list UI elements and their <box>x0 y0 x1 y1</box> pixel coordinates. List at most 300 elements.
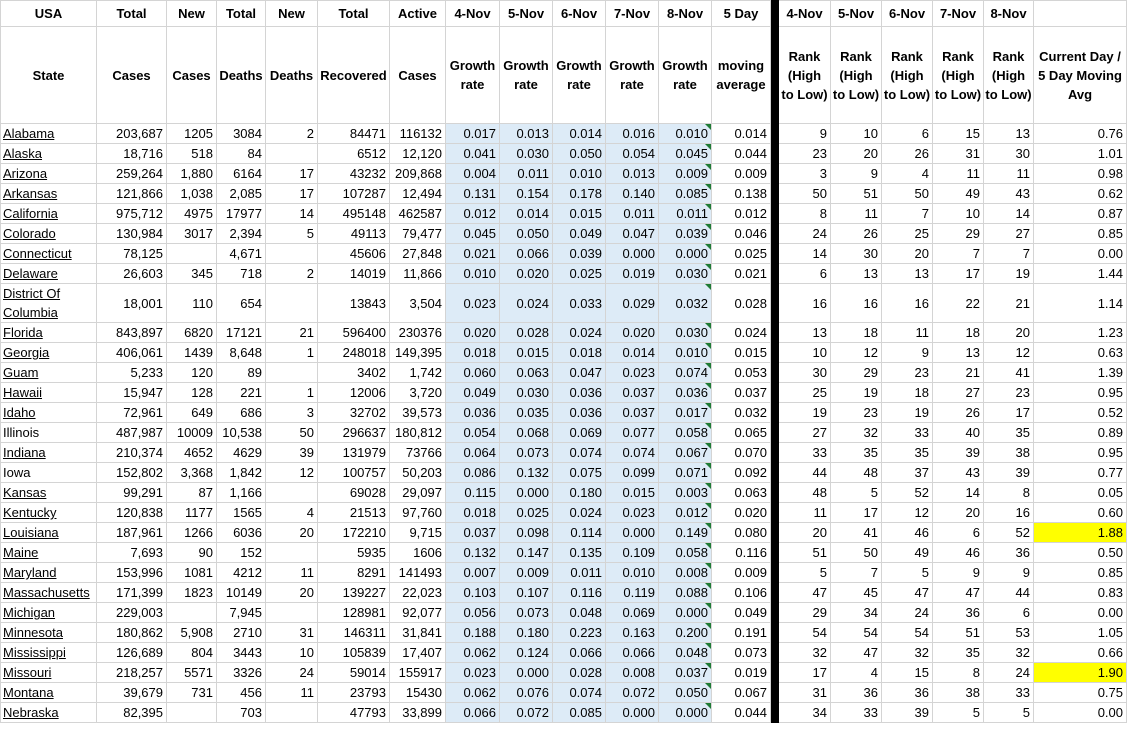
data-cell <box>266 483 318 503</box>
data-cell: 5,233 <box>97 363 167 383</box>
black-divider <box>771 643 779 663</box>
data-cell: 0.000 <box>606 703 659 723</box>
data-cell: 180,862 <box>97 623 167 643</box>
data-cell: 33 <box>779 443 831 463</box>
data-cell: 5 <box>831 483 882 503</box>
data-cell: 1 <box>266 383 318 403</box>
data-cell: 0.048 <box>659 643 712 663</box>
data-cell: 6512 <box>318 144 390 164</box>
black-divider <box>771 483 779 503</box>
data-cell: 3326 <box>217 663 266 683</box>
data-cell: 0.011 <box>500 164 553 184</box>
data-cell: 0.021 <box>712 264 771 284</box>
data-cell: 146311 <box>318 623 390 643</box>
data-cell: 36 <box>933 603 984 623</box>
state-link[interactable]: Colorado <box>1 224 97 244</box>
data-cell: 120 <box>167 363 217 383</box>
data-cell: 4 <box>831 663 882 683</box>
data-cell: 0.024 <box>712 323 771 343</box>
data-cell: 12 <box>266 463 318 483</box>
data-cell: 0.044 <box>712 703 771 723</box>
data-cell <box>266 603 318 623</box>
data-cell: 1266 <box>167 523 217 543</box>
data-cell <box>266 543 318 563</box>
data-cell: 7 <box>882 204 933 224</box>
state-link[interactable]: Minnesota <box>1 623 97 643</box>
data-cell: 54 <box>882 623 933 643</box>
data-cell: 0.023 <box>446 663 500 683</box>
data-cell: 221 <box>217 383 266 403</box>
current-to-avg-cell: 0.85 <box>1034 224 1127 244</box>
data-cell: 73766 <box>390 443 446 463</box>
data-cell: 130,984 <box>97 224 167 244</box>
data-cell: 0.000 <box>659 244 712 264</box>
data-cell: 20 <box>984 323 1034 343</box>
data-cell: 0.009 <box>712 164 771 184</box>
data-cell: 0.010 <box>659 124 712 144</box>
data-cell: 0.191 <box>712 623 771 643</box>
data-cell: 5935 <box>318 543 390 563</box>
data-cell: 24 <box>984 663 1034 683</box>
table-row <box>1 363 1127 383</box>
data-cell: 0.071 <box>659 463 712 483</box>
data-cell: 0.154 <box>500 184 553 204</box>
data-cell: 180,812 <box>390 423 446 443</box>
data-cell: 0.074 <box>553 443 606 463</box>
data-cell: 0.068 <box>500 423 553 443</box>
table-row <box>1 443 1127 463</box>
data-cell: 1439 <box>167 343 217 363</box>
data-cell: 0.033 <box>553 284 606 323</box>
data-cell: 19 <box>984 264 1034 284</box>
data-cell: 172210 <box>318 523 390 543</box>
data-cell: 0.028 <box>500 323 553 343</box>
state-link[interactable]: Guam <box>1 363 97 383</box>
data-cell: 3402 <box>318 363 390 383</box>
black-divider <box>771 323 779 343</box>
header-row-top <box>1 1 1127 27</box>
data-cell: 0.054 <box>606 144 659 164</box>
data-cell: 14 <box>933 483 984 503</box>
data-cell: 10 <box>266 643 318 663</box>
data-cell: 0.077 <box>606 423 659 443</box>
state-link[interactable]: Florida <box>1 323 97 343</box>
data-cell: 36 <box>831 683 882 703</box>
data-cell: 0.058 <box>659 423 712 443</box>
state-link[interactable]: Michigan <box>1 603 97 623</box>
data-cell: 229,003 <box>97 603 167 623</box>
data-cell: 0.025 <box>712 244 771 264</box>
data-cell: 518 <box>167 144 217 164</box>
data-cell: 27 <box>779 423 831 443</box>
data-cell: 1,742 <box>390 363 446 383</box>
data-cell: 0.000 <box>606 523 659 543</box>
state-link[interactable]: Idaho <box>1 403 97 423</box>
state-link[interactable]: Iowa <box>1 463 97 483</box>
data-cell: 49 <box>882 543 933 563</box>
table-row <box>1 204 1127 224</box>
data-cell: 0.049 <box>446 383 500 403</box>
data-cell: 596400 <box>318 323 390 343</box>
data-cell: 1177 <box>167 503 217 523</box>
data-cell: 3,504 <box>390 284 446 323</box>
data-cell: 126,689 <box>97 643 167 663</box>
data-cell: 32 <box>984 643 1034 663</box>
data-cell: 0.020 <box>606 323 659 343</box>
data-cell: 0.015 <box>606 483 659 503</box>
data-cell: 87 <box>167 483 217 503</box>
data-cell: 18 <box>933 323 984 343</box>
data-cell: 203,687 <box>97 124 167 144</box>
black-divider <box>771 403 779 423</box>
state-link[interactable]: Hawaii <box>1 383 97 403</box>
data-cell: 34 <box>831 603 882 623</box>
data-cell: 15430 <box>390 683 446 703</box>
header-label-cell-0: State <box>1 27 97 124</box>
data-cell: 14 <box>984 204 1034 224</box>
current-to-avg-cell: 0.75 <box>1034 683 1127 703</box>
black-divider <box>771 583 779 603</box>
data-cell: 27 <box>933 383 984 403</box>
data-cell: 456 <box>217 683 266 703</box>
data-cell: 0.018 <box>553 343 606 363</box>
data-cell: 39,679 <box>97 683 167 703</box>
black-divider <box>771 244 779 264</box>
data-cell: 17121 <box>217 323 266 343</box>
data-cell: 45 <box>831 583 882 603</box>
data-cell: 0.135 <box>553 543 606 563</box>
data-cell: 9,715 <box>390 523 446 543</box>
current-to-avg-cell: 0.00 <box>1034 244 1127 264</box>
data-cell: 654 <box>217 284 266 323</box>
data-cell: 33,899 <box>390 703 446 723</box>
data-cell: 15 <box>933 124 984 144</box>
data-cell: 0.023 <box>606 503 659 523</box>
state-link[interactable]: Georgia <box>1 343 97 363</box>
data-cell: 20 <box>266 523 318 543</box>
state-link[interactable]: Massachusetts <box>1 583 97 603</box>
header-label-cell-10: Growth rate <box>606 27 659 124</box>
header-top-cell-4: New <box>266 1 318 27</box>
black-divider <box>771 264 779 284</box>
data-cell <box>266 244 318 264</box>
black-divider <box>771 603 779 623</box>
data-cell: 0.024 <box>500 284 553 323</box>
header-top-cell-1: Total <box>97 1 167 27</box>
data-cell: 0.067 <box>712 683 771 703</box>
black-divider <box>771 184 779 204</box>
data-cell: 51 <box>831 184 882 204</box>
state-link[interactable]: Delaware <box>1 264 97 284</box>
data-cell: 5571 <box>167 663 217 683</box>
header-label-cell-9: Growth rate <box>553 27 606 124</box>
data-cell: 4,671 <box>217 244 266 264</box>
data-cell: 0.106 <box>712 583 771 603</box>
data-cell: 32702 <box>318 403 390 423</box>
data-cell: 0.017 <box>659 403 712 423</box>
data-cell: 0.064 <box>446 443 500 463</box>
data-cell: 18 <box>831 323 882 343</box>
data-cell: 155917 <box>390 663 446 683</box>
data-cell: 50 <box>266 423 318 443</box>
state-link[interactable]: Louisiana <box>1 523 97 543</box>
current-to-avg-cell: 0.05 <box>1034 483 1127 503</box>
data-cell: 0.080 <box>712 523 771 543</box>
table-row <box>1 623 1127 643</box>
state-link[interactable]: Kansas <box>1 483 97 503</box>
data-cell: 0.028 <box>712 284 771 323</box>
state-link[interactable]: Maryland <box>1 563 97 583</box>
data-cell: 0.028 <box>553 663 606 683</box>
data-cell: 0.003 <box>659 483 712 503</box>
data-cell: 35 <box>984 423 1034 443</box>
data-cell: 1606 <box>390 543 446 563</box>
table-row <box>1 643 1127 663</box>
data-cell: 3017 <box>167 224 217 244</box>
data-cell: 9 <box>882 343 933 363</box>
data-cell: 0.085 <box>659 184 712 204</box>
table-row <box>1 244 1127 264</box>
data-cell: 29 <box>779 603 831 623</box>
black-divider <box>771 463 779 483</box>
header-label-cell-2: Cases <box>167 27 217 124</box>
data-cell: 230376 <box>390 323 446 343</box>
data-cell: 19 <box>779 403 831 423</box>
data-cell: 22,023 <box>390 583 446 603</box>
data-cell: 462587 <box>390 204 446 224</box>
data-cell: 17 <box>831 503 882 523</box>
data-cell: 36 <box>882 683 933 703</box>
data-cell: 23 <box>882 363 933 383</box>
state-link[interactable]: Alaska <box>1 144 97 164</box>
data-cell: 1823 <box>167 583 217 603</box>
data-cell: 0.147 <box>500 543 553 563</box>
data-cell: 0.030 <box>500 383 553 403</box>
data-cell: 20 <box>266 583 318 603</box>
data-cell: 51 <box>933 623 984 643</box>
state-link[interactable]: Missouri <box>1 663 97 683</box>
data-cell: 17 <box>933 264 984 284</box>
data-cell: 0.098 <box>500 523 553 543</box>
data-cell: 17,407 <box>390 643 446 663</box>
data-cell: 6 <box>984 603 1034 623</box>
data-cell: 7,693 <box>97 543 167 563</box>
state-link[interactable]: Alabama <box>1 124 97 144</box>
black-divider <box>771 383 779 403</box>
data-cell: 0.008 <box>606 663 659 683</box>
data-cell: 16 <box>984 503 1034 523</box>
data-cell: 105839 <box>318 643 390 663</box>
data-cell: 5 <box>266 224 318 244</box>
data-cell: 0.012 <box>712 204 771 224</box>
black-divider <box>771 503 779 523</box>
data-cell: 0.188 <box>446 623 500 643</box>
current-to-avg-cell: 0.87 <box>1034 204 1127 224</box>
current-to-avg-cell: 0.62 <box>1034 184 1127 204</box>
data-cell: 0.014 <box>712 124 771 144</box>
data-cell: 51 <box>779 543 831 563</box>
data-cell: 0.092 <box>712 463 771 483</box>
data-cell: 1,842 <box>217 463 266 483</box>
state-link[interactable]: Nebraska <box>1 703 97 723</box>
data-cell: 0.074 <box>553 683 606 703</box>
data-cell: 1,880 <box>167 164 217 184</box>
header-top-cell-2: New <box>167 1 217 27</box>
header-top-cell-16: 6-Nov <box>882 1 933 27</box>
data-cell: 39 <box>266 443 318 463</box>
data-cell: 38 <box>933 683 984 703</box>
current-to-avg-cell: 0.66 <box>1034 643 1127 663</box>
data-cell: 131979 <box>318 443 390 463</box>
header-top-cell-6: Active <box>390 1 446 27</box>
data-cell: 24 <box>779 224 831 244</box>
state-link[interactable]: Indiana <box>1 443 97 463</box>
data-cell: 296637 <box>318 423 390 443</box>
state-link[interactable]: Arkansas <box>1 184 97 204</box>
data-cell: 0.073 <box>712 643 771 663</box>
current-to-avg-cell: 0.98 <box>1034 164 1127 184</box>
data-cell: 0.030 <box>659 323 712 343</box>
data-cell: 0.000 <box>500 663 553 683</box>
data-cell: 0.124 <box>500 643 553 663</box>
data-cell: 1205 <box>167 124 217 144</box>
data-cell: 35 <box>933 643 984 663</box>
black-divider <box>771 663 779 683</box>
data-cell: 3,368 <box>167 463 217 483</box>
data-cell: 120,838 <box>97 503 167 523</box>
state-link[interactable]: California <box>1 204 97 224</box>
state-link[interactable]: Montana <box>1 683 97 703</box>
black-divider <box>771 443 779 463</box>
data-cell: 4652 <box>167 443 217 463</box>
data-cell: 0.020 <box>446 323 500 343</box>
data-cell: 0.037 <box>659 663 712 683</box>
black-divider <box>771 27 779 124</box>
header-top-cell-14: 4-Nov <box>779 1 831 27</box>
data-cell: 0.017 <box>446 124 500 144</box>
data-cell: 49 <box>933 184 984 204</box>
state-link[interactable]: Mississippi <box>1 643 97 663</box>
data-cell: 38 <box>984 443 1034 463</box>
table-row <box>1 583 1127 603</box>
data-cell: 18 <box>882 383 933 403</box>
data-cell: 33 <box>984 683 1034 703</box>
data-cell: 8 <box>779 204 831 224</box>
data-cell: 116132 <box>390 124 446 144</box>
data-cell: 2 <box>266 264 318 284</box>
data-cell: 26,603 <box>97 264 167 284</box>
data-cell: 13 <box>933 343 984 363</box>
data-cell: 0.063 <box>712 483 771 503</box>
data-cell: 31 <box>779 683 831 703</box>
state-link[interactable]: District Of Columbia <box>1 284 97 323</box>
data-cell: 975,712 <box>97 204 167 224</box>
data-cell: 13 <box>984 124 1034 144</box>
data-cell: 139227 <box>318 583 390 603</box>
data-cell: 152 <box>217 543 266 563</box>
state-link[interactable]: Illinois <box>1 423 97 443</box>
state-link[interactable]: Maine <box>1 543 97 563</box>
data-cell: 15 <box>882 663 933 683</box>
data-cell: 0.036 <box>446 403 500 423</box>
state-link[interactable]: Arizona <box>1 164 97 184</box>
data-cell: 0.000 <box>659 603 712 623</box>
data-cell: 34 <box>779 703 831 723</box>
header-top-cell-19 <box>1034 1 1127 27</box>
data-cell: 0.049 <box>553 224 606 244</box>
black-divider <box>771 683 779 703</box>
data-cell: 92,077 <box>390 603 446 623</box>
data-cell: 4 <box>882 164 933 184</box>
data-cell: 29 <box>831 363 882 383</box>
header-label-cell-8: Growth rate <box>500 27 553 124</box>
data-cell: 30 <box>984 144 1034 164</box>
state-link[interactable]: Kentucky <box>1 503 97 523</box>
data-cell: 0.163 <box>606 623 659 643</box>
data-cell: 32 <box>831 423 882 443</box>
table-row <box>1 423 1127 443</box>
data-cell: 248018 <box>318 343 390 363</box>
table-row <box>1 503 1127 523</box>
data-cell: 0.047 <box>606 224 659 244</box>
data-cell: 4629 <box>217 443 266 463</box>
data-cell: 0.074 <box>606 443 659 463</box>
data-cell: 11,866 <box>390 264 446 284</box>
data-cell: 0.021 <box>446 244 500 264</box>
data-cell: 0.070 <box>712 443 771 463</box>
data-cell: 50,203 <box>390 463 446 483</box>
data-cell: 12 <box>831 343 882 363</box>
data-cell: 29,097 <box>390 483 446 503</box>
current-to-avg-cell: 1.90 <box>1034 663 1127 683</box>
table-row <box>1 703 1127 723</box>
data-cell: 19 <box>831 383 882 403</box>
data-cell: 26 <box>831 224 882 244</box>
data-cell: 0.016 <box>606 124 659 144</box>
data-cell: 23 <box>779 144 831 164</box>
black-divider <box>771 523 779 543</box>
data-cell: 1565 <box>217 503 266 523</box>
data-cell: 47 <box>882 583 933 603</box>
state-link[interactable]: Connecticut <box>1 244 97 264</box>
data-cell: 5 <box>882 563 933 583</box>
data-cell: 0.011 <box>553 563 606 583</box>
data-cell: 32 <box>779 643 831 663</box>
header-top-cell-17: 7-Nov <box>933 1 984 27</box>
black-divider <box>771 423 779 443</box>
data-cell: 0.180 <box>500 623 553 643</box>
data-cell: 0.039 <box>553 244 606 264</box>
data-cell: 11 <box>266 683 318 703</box>
data-cell: 0.000 <box>606 244 659 264</box>
data-cell: 0.073 <box>500 443 553 463</box>
data-cell: 0.013 <box>500 124 553 144</box>
data-cell: 44 <box>984 583 1034 603</box>
data-cell: 128 <box>167 383 217 403</box>
data-cell: 0.066 <box>606 643 659 663</box>
data-cell: 43232 <box>318 164 390 184</box>
header-label-cell-15: Rank (High to Low) <box>831 27 882 124</box>
table-row <box>1 463 1127 483</box>
data-cell: 0.116 <box>712 543 771 563</box>
data-cell: 0.050 <box>553 144 606 164</box>
table-row <box>1 663 1127 683</box>
data-cell: 13843 <box>318 284 390 323</box>
data-cell: 0.066 <box>500 244 553 264</box>
data-cell: 0.009 <box>659 164 712 184</box>
data-cell: 6 <box>933 523 984 543</box>
header-top-cell-7: 4-Nov <box>446 1 500 27</box>
